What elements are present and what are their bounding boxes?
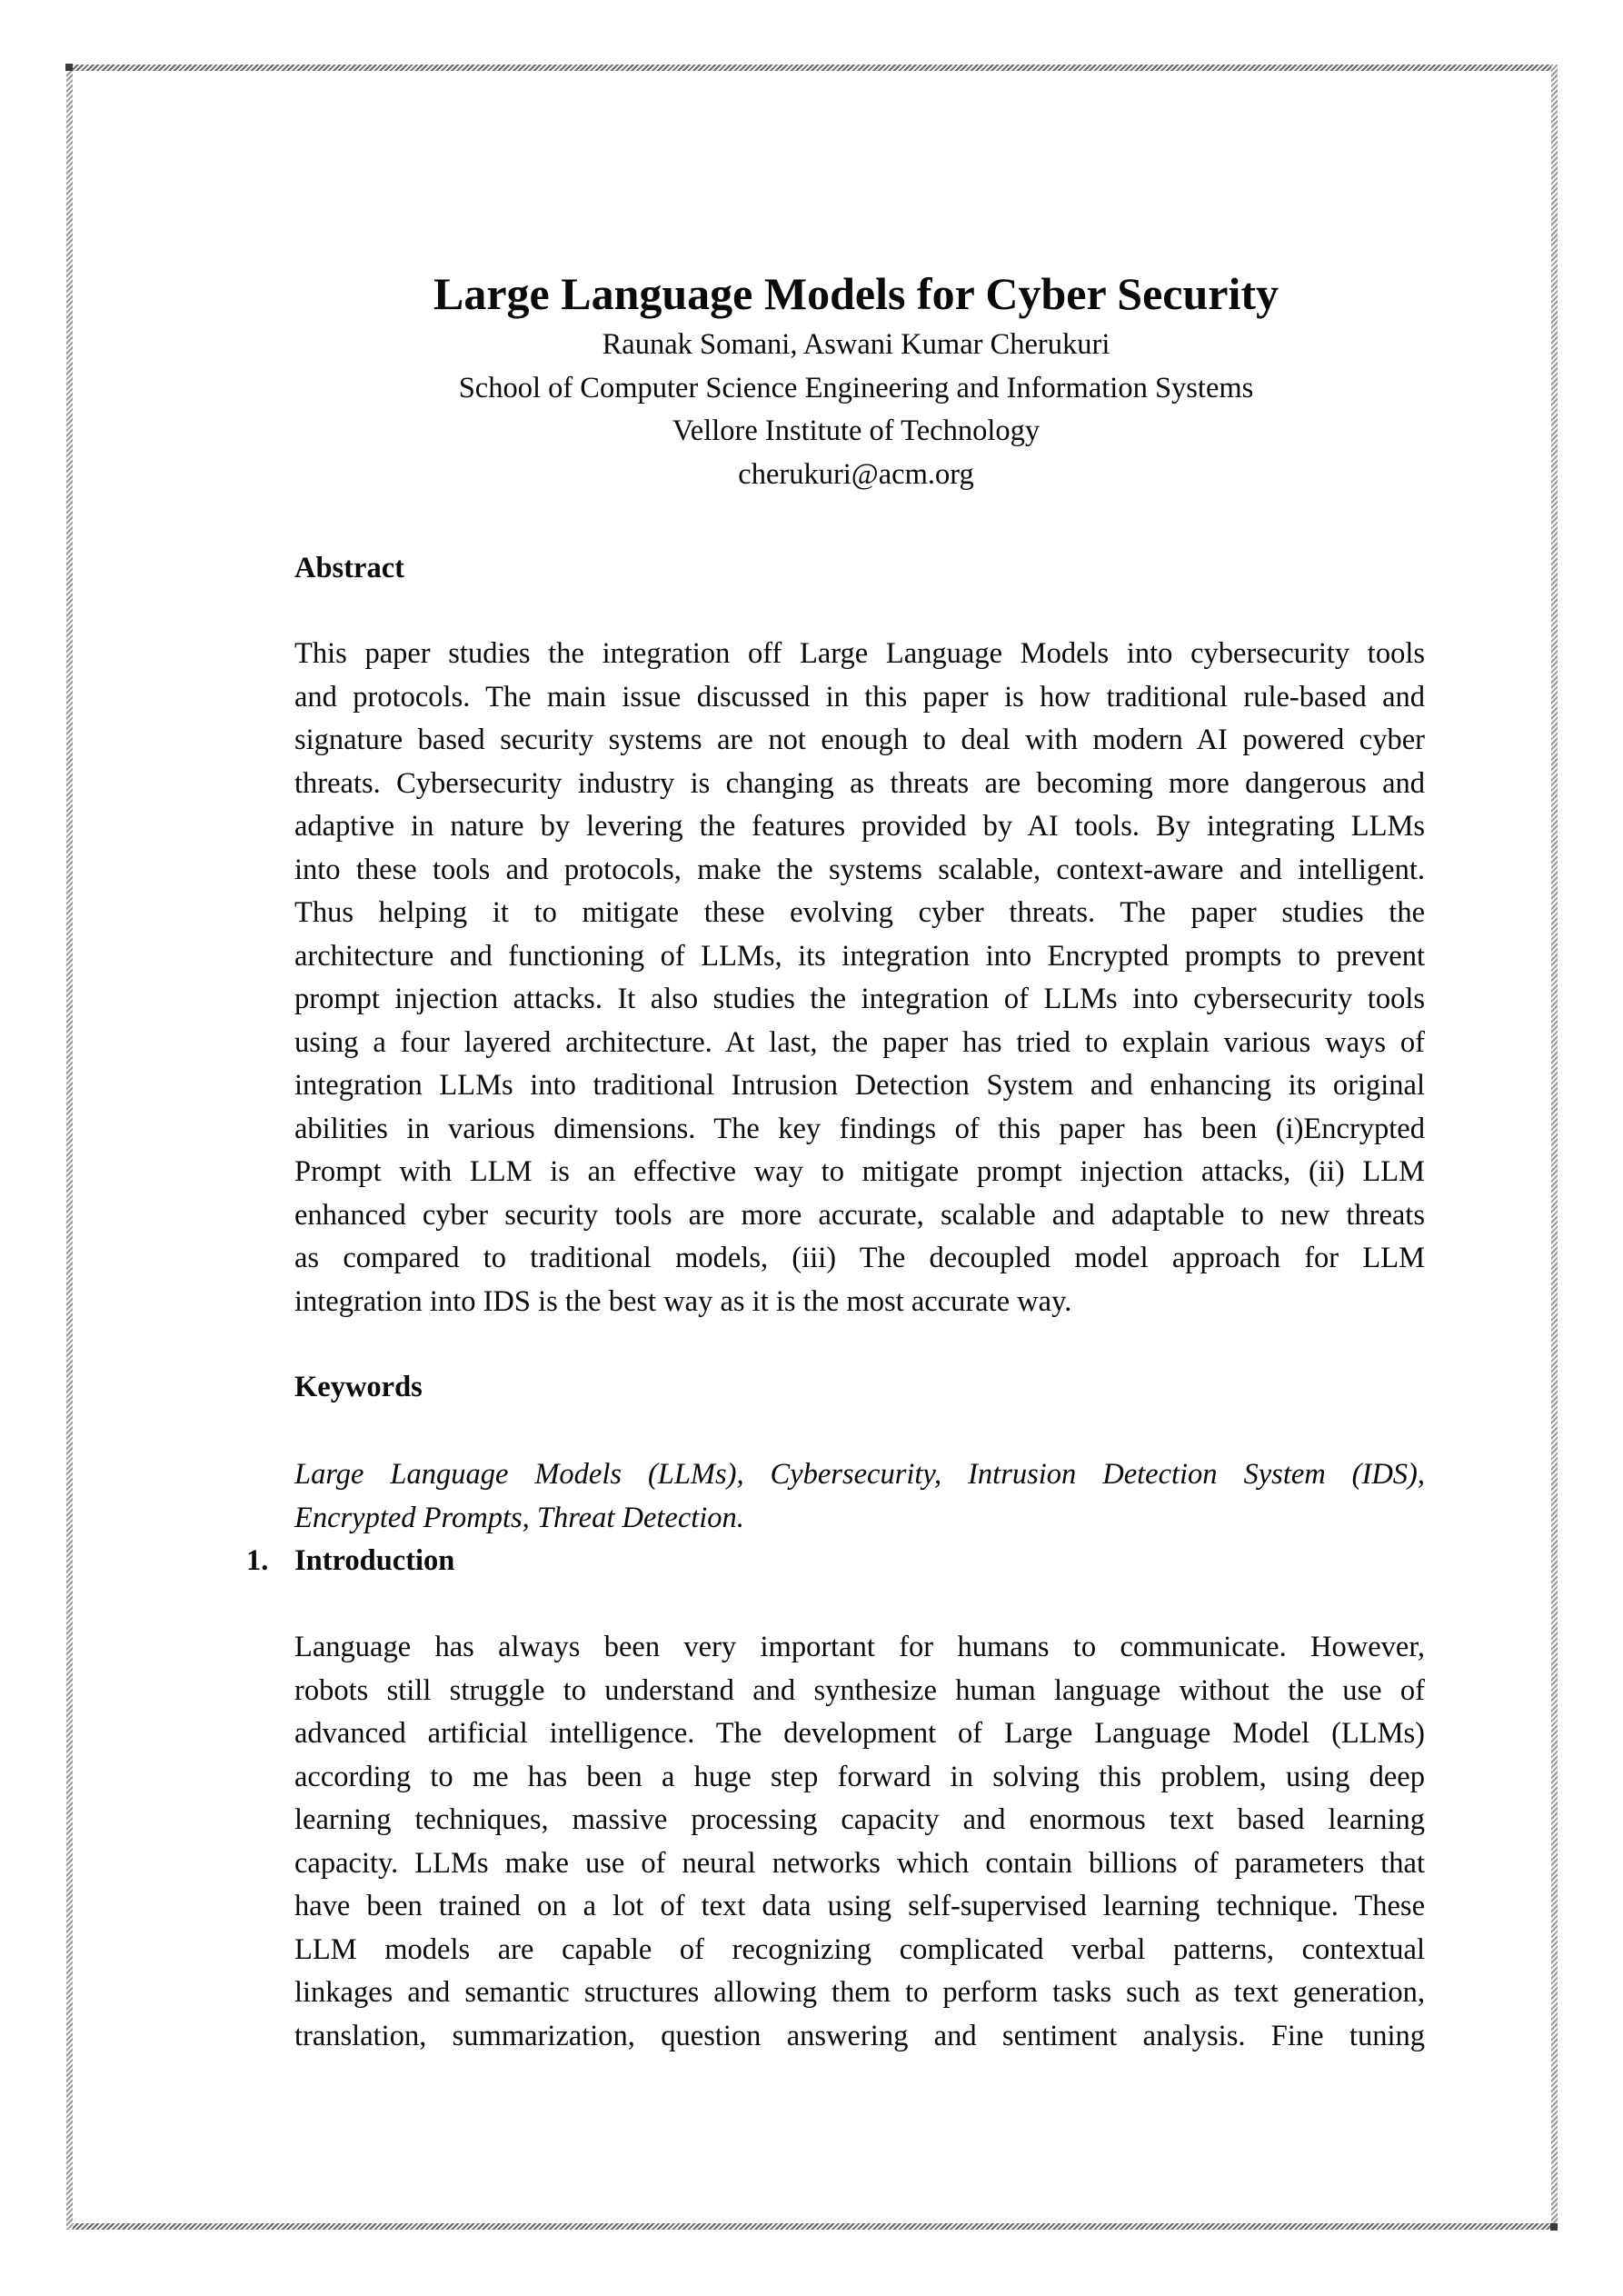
page-border-corner — [65, 64, 73, 71]
paper-affiliation: School of Computer Science Engineering and Information Systems — [458, 372, 1254, 404]
paper-institution: Vellore Institute of Technology — [672, 414, 1041, 447]
introduction-line: according to me has been a huge step forward in solving this problem, using deep — [294, 1760, 1425, 1793]
abstract-line: This paper studies the integration off Large Language Models into cybersecurity tools — [294, 637, 1425, 670]
abstract-line: Prompt with LLM is an effective way to mitigate prompt injection attacks, (ii) LLM — [294, 1155, 1425, 1188]
keywords-list — [294, 1453, 1425, 1540]
page-border-right — [1551, 65, 1558, 2230]
abstract-line: signature based security systems are not enough to deal with modern AI powered cyber — [294, 724, 1425, 756]
introduction-body — [294, 1626, 1425, 2058]
abstract-line: and protocols. The main issue discussed in this paper is how traditional rule-based and — [294, 680, 1425, 714]
page-border-corner — [1550, 2223, 1558, 2231]
abstract-line: enhanced cyber security tools are more accurate, scalable and adaptable to new threats — [294, 1198, 1425, 1232]
introduction-heading: Introduction — [294, 1544, 455, 1577]
paper-email: cherukuri@acm.org — [738, 458, 974, 491]
abstract-line: into these tools and protocols, make the systems scalable, context-aware and intelligent. — [294, 853, 1425, 886]
introduction-line: linkages and semantic structures allowing them to perform tasks such as text generation, — [294, 1976, 1425, 2009]
introduction-line: capacity. LLMs make use of neural networks which contain billions of parameters that — [294, 1846, 1425, 1880]
introduction-line: robots still struggle to understand and synthesize human language without the use of — [294, 1673, 1425, 1707]
abstract-line: architecture and functioning of LLMs, its integration into Encrypted prompts to prevent — [294, 939, 1425, 973]
abstract-line: integration LLMs into traditional Intrusion Detection System and enhancing its original — [294, 1069, 1425, 1102]
keywords-heading: Keywords — [294, 1371, 423, 1403]
abstract-line: using a four layered architecture. At last, the paper has tried to explain various ways of — [294, 1025, 1425, 1059]
introduction-line: Language has always been very important for humans to communicate. However, — [294, 1631, 1425, 1663]
introduction-line: advanced artificial intelligence. The development of Large Language Model (LLMs) — [294, 1717, 1425, 1750]
abstract-heading: Abstract — [294, 552, 404, 584]
keywords-line: Large Language Models (LLMs), Cybersecurity, Intrusion Detection System (IDS), — [294, 1458, 1425, 1491]
paper-title: Large Language Models for Cyber Security — [433, 268, 1279, 319]
keywords-line: Encrypted Prompts, Threat Detection. — [294, 1501, 744, 1534]
abstract-line: integration into IDS is the best way as it is the most accurate way. — [294, 1284, 1072, 1318]
introduction-line: have been trained on a lot of text data using self-supervised learning technique. These — [294, 1890, 1425, 1922]
introduction-line: LLM models are capable of recognizing complicated verbal patterns, contextual — [294, 1932, 1425, 1966]
abstract-line: abilities in various dimensions. The key findings of this paper has been (i)Encrypted — [294, 1112, 1425, 1145]
page-border-top — [66, 65, 1558, 71]
abstract-line: threats. Cybersecurity industry is changing as threats are becoming more dangerous and — [294, 766, 1425, 800]
abstract-line: prompt injection attacks. It also studies the integration of LLMs into cybersecurity tools — [294, 983, 1425, 1015]
abstract-line: Thus helping it to mitigate these evolving cyber threats. The paper studies the — [294, 896, 1425, 929]
introduction-line: translation, summarization, question answering and sentiment analysis. Fine tuning — [294, 2019, 1425, 2052]
paper-authors: Raunak Somani, Aswani Kumar Cherukuri — [602, 328, 1110, 361]
introduction-line: learning techniques, massive processing capacity and enormous text based learning — [294, 1803, 1425, 1836]
abstract-line: as compared to traditional models, (iii) The decoupled model approach for LLM — [294, 1242, 1425, 1274]
page-border-bottom — [66, 2223, 1558, 2230]
abstract-line: adaptive in nature by levering the features provided by AI tools. By integrating LLMs — [294, 810, 1425, 843]
abstract-body — [294, 633, 1425, 1323]
page-border-left — [66, 65, 73, 2230]
section-number: 1. — [246, 1544, 269, 1577]
